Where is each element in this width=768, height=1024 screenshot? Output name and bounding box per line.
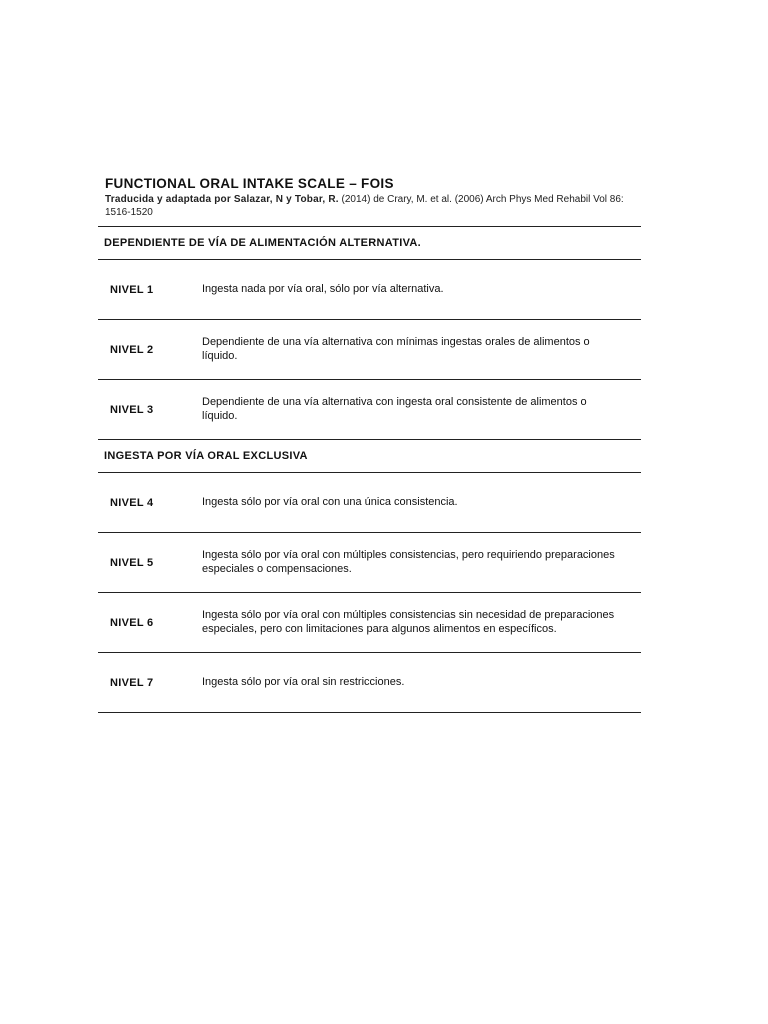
section-header-alternative: DEPENDIENTE DE VÍA DE ALIMENTACIÓN ALTERNATIVA. xyxy=(98,226,641,259)
level-description: Dependiente de una vía alternativa con ingesta oral consistente de alimentos o líquido. xyxy=(202,396,587,422)
document-citation xyxy=(105,193,625,219)
citation-source: (2014) de Crary, M. et al. (2006) Arch Phys Med Rehabil Vol 86: 1516-1520 xyxy=(105,194,624,218)
fois-scale-table xyxy=(98,226,641,713)
level-label: NIVEL 3 xyxy=(110,403,154,416)
level-description: Ingesta sólo por vía oral con múltiples consistencias, pero requiriendo preparaciones especiales o compensaciones. xyxy=(202,549,615,575)
section-header-oral-exclusive: INGESTA POR VÍA ORAL EXCLUSIVA xyxy=(98,439,641,472)
level-description: Ingesta nada por vía oral, sólo por vía alternativa. xyxy=(202,282,444,295)
table-row xyxy=(98,319,641,379)
level-label: NIVEL 6 xyxy=(110,616,154,629)
level-label: NIVEL 7 xyxy=(110,676,154,689)
level-description: Ingesta sólo por vía oral sin restricciones. xyxy=(202,675,405,688)
level-label: NIVEL 5 xyxy=(110,556,154,569)
level-label: NIVEL 4 xyxy=(110,496,154,509)
level-description: Ingesta sólo por vía oral con múltiples consistencias sin necesidad de preparaciones especiales, pero con limitaciones para algunos alimentos en específicos. xyxy=(202,609,615,635)
citation-translators: Traducida y adaptada por Salazar, N y Tobar, R. xyxy=(105,194,339,205)
table-row xyxy=(98,259,641,319)
table-row xyxy=(98,472,641,532)
document-page xyxy=(98,176,641,689)
table-row xyxy=(98,592,641,652)
table-row xyxy=(98,652,641,713)
table-row xyxy=(98,379,641,439)
level-description: Ingesta sólo por vía oral con una única consistencia. xyxy=(202,495,458,508)
table-row xyxy=(98,532,641,592)
level-label: NIVEL 1 xyxy=(110,283,154,296)
level-description: Dependiente de una vía alternativa con mínimas ingestas orales de alimentos o líquido. xyxy=(202,336,590,362)
document-title: FUNCTIONAL ORAL INTAKE SCALE – FOIS xyxy=(105,176,394,191)
level-label: NIVEL 2 xyxy=(110,343,154,356)
